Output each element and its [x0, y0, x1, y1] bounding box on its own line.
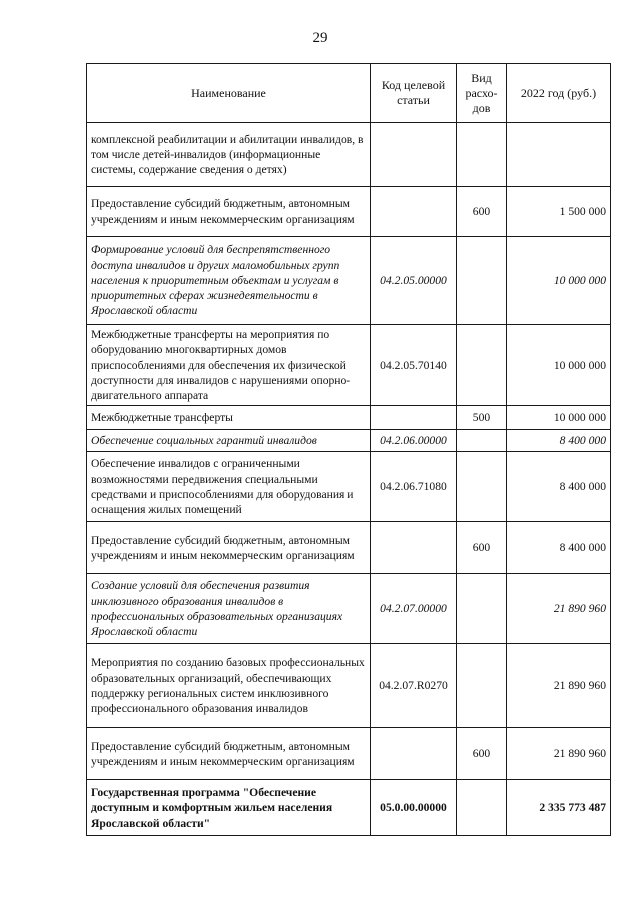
- row-code: 04.2.06.00000: [371, 430, 457, 452]
- header-amount: 2022 год (руб.): [507, 64, 611, 123]
- row-name: Обеспечение инвалидов с ограниченными возможностями передвижения специальными средствами и приспособлениями для оборудования и оснащения жилых помещений: [87, 452, 371, 522]
- row-name: Обеспечение социальных гарантий инвалидов: [87, 430, 371, 452]
- row-type: [457, 430, 507, 452]
- row-name: Предоставление субсидий бюджетным, автономным учреждениям и иным некоммерческим организациям: [87, 728, 371, 780]
- table-row: [87, 780, 611, 836]
- header-code: Код целевой статьи: [371, 64, 457, 123]
- row-name: Межбюджетные трансферты: [87, 406, 371, 430]
- row-name: Мероприятия по созданию базовых профессиональных образовательных организаций, обеспечивающих поддержку региональных систем инклюзивного профессионального образования инвалидов: [87, 644, 371, 728]
- row-amount: [507, 123, 611, 187]
- table-row: [87, 430, 611, 452]
- table-header-row: [87, 64, 611, 123]
- header-name: Наименование: [87, 64, 371, 123]
- row-amount: 2 335 773 487: [507, 780, 611, 836]
- row-type: 600: [457, 522, 507, 574]
- row-name: комплексной реабилитации и абилитации инвалидов, в том числе детей-инвалидов (информационные системы, содержание сведения о детях): [87, 123, 371, 187]
- budget-table: [86, 63, 611, 836]
- row-type: 600: [457, 728, 507, 780]
- table-row: [87, 452, 611, 522]
- row-code: [371, 123, 457, 187]
- row-code: 04.2.05.70140: [371, 325, 457, 406]
- row-name: Межбюджетные трансферты на мероприятия по оборудованию многоквартирных домов приспособлениями для обеспечения их физической доступности для инвалидов с нарушениями опорно-двигательного аппарата: [87, 325, 371, 406]
- row-code: 04.2.07.00000: [371, 574, 457, 644]
- table-row: [87, 187, 611, 237]
- table-row: [87, 325, 611, 406]
- table-row: [87, 644, 611, 728]
- row-name: Предоставление субсидий бюджетным, автономным учреждениям и иным некоммерческим организациям: [87, 187, 371, 237]
- row-name: Государственная программа "Обеспечение доступным и комфортным жильем населения Ярославской области": [87, 780, 371, 836]
- row-code: 05.0.00.00000: [371, 780, 457, 836]
- row-amount: 10 000 000: [507, 406, 611, 430]
- row-name: Предоставление субсидий бюджетным, автономным учреждениям и иным некоммерческим организациям: [87, 522, 371, 574]
- row-name: Создание условий для обеспечения развития инклюзивного образования инвалидов в профессиональных образовательных организациях Ярославской области: [87, 574, 371, 644]
- row-amount: 8 400 000: [507, 430, 611, 452]
- row-amount: 8 400 000: [507, 452, 611, 522]
- row-code: 04.2.05.00000: [371, 237, 457, 325]
- row-type: 500: [457, 406, 507, 430]
- table-row: [87, 574, 611, 644]
- page-number: 29: [312, 30, 328, 46]
- row-code: [371, 522, 457, 574]
- row-type: [457, 325, 507, 406]
- row-type: [457, 780, 507, 836]
- row-amount: 10 000 000: [507, 325, 611, 406]
- row-code: 04.2.06.71080: [371, 452, 457, 522]
- table-row: [87, 237, 611, 325]
- row-amount: 8 400 000: [507, 522, 611, 574]
- row-code: [371, 406, 457, 430]
- row-amount: 21 890 960: [507, 728, 611, 780]
- row-code: [371, 187, 457, 237]
- table-row: [87, 406, 611, 430]
- row-amount: 1 500 000: [507, 187, 611, 237]
- row-type: [457, 237, 507, 325]
- row-amount: 21 890 960: [507, 644, 611, 728]
- row-code: [371, 728, 457, 780]
- row-code: 04.2.07.R0270: [371, 644, 457, 728]
- table-row: [87, 123, 611, 187]
- header-type: Вид расхо-дов: [457, 64, 507, 123]
- row-type: [457, 123, 507, 187]
- table-row: [87, 728, 611, 780]
- row-amount: 10 000 000: [507, 237, 611, 325]
- row-amount: 21 890 960: [507, 574, 611, 644]
- row-type: [457, 644, 507, 728]
- row-type: [457, 452, 507, 522]
- table-row: [87, 522, 611, 574]
- row-name: Формирование условий для беспрепятственного доступа инвалидов и других маломобильных групп населения к приоритетным объектам и услугам в приоритетных сферах жизнедеятельности в Ярославской области: [87, 237, 371, 325]
- row-type: [457, 574, 507, 644]
- row-type: 600: [457, 187, 507, 237]
